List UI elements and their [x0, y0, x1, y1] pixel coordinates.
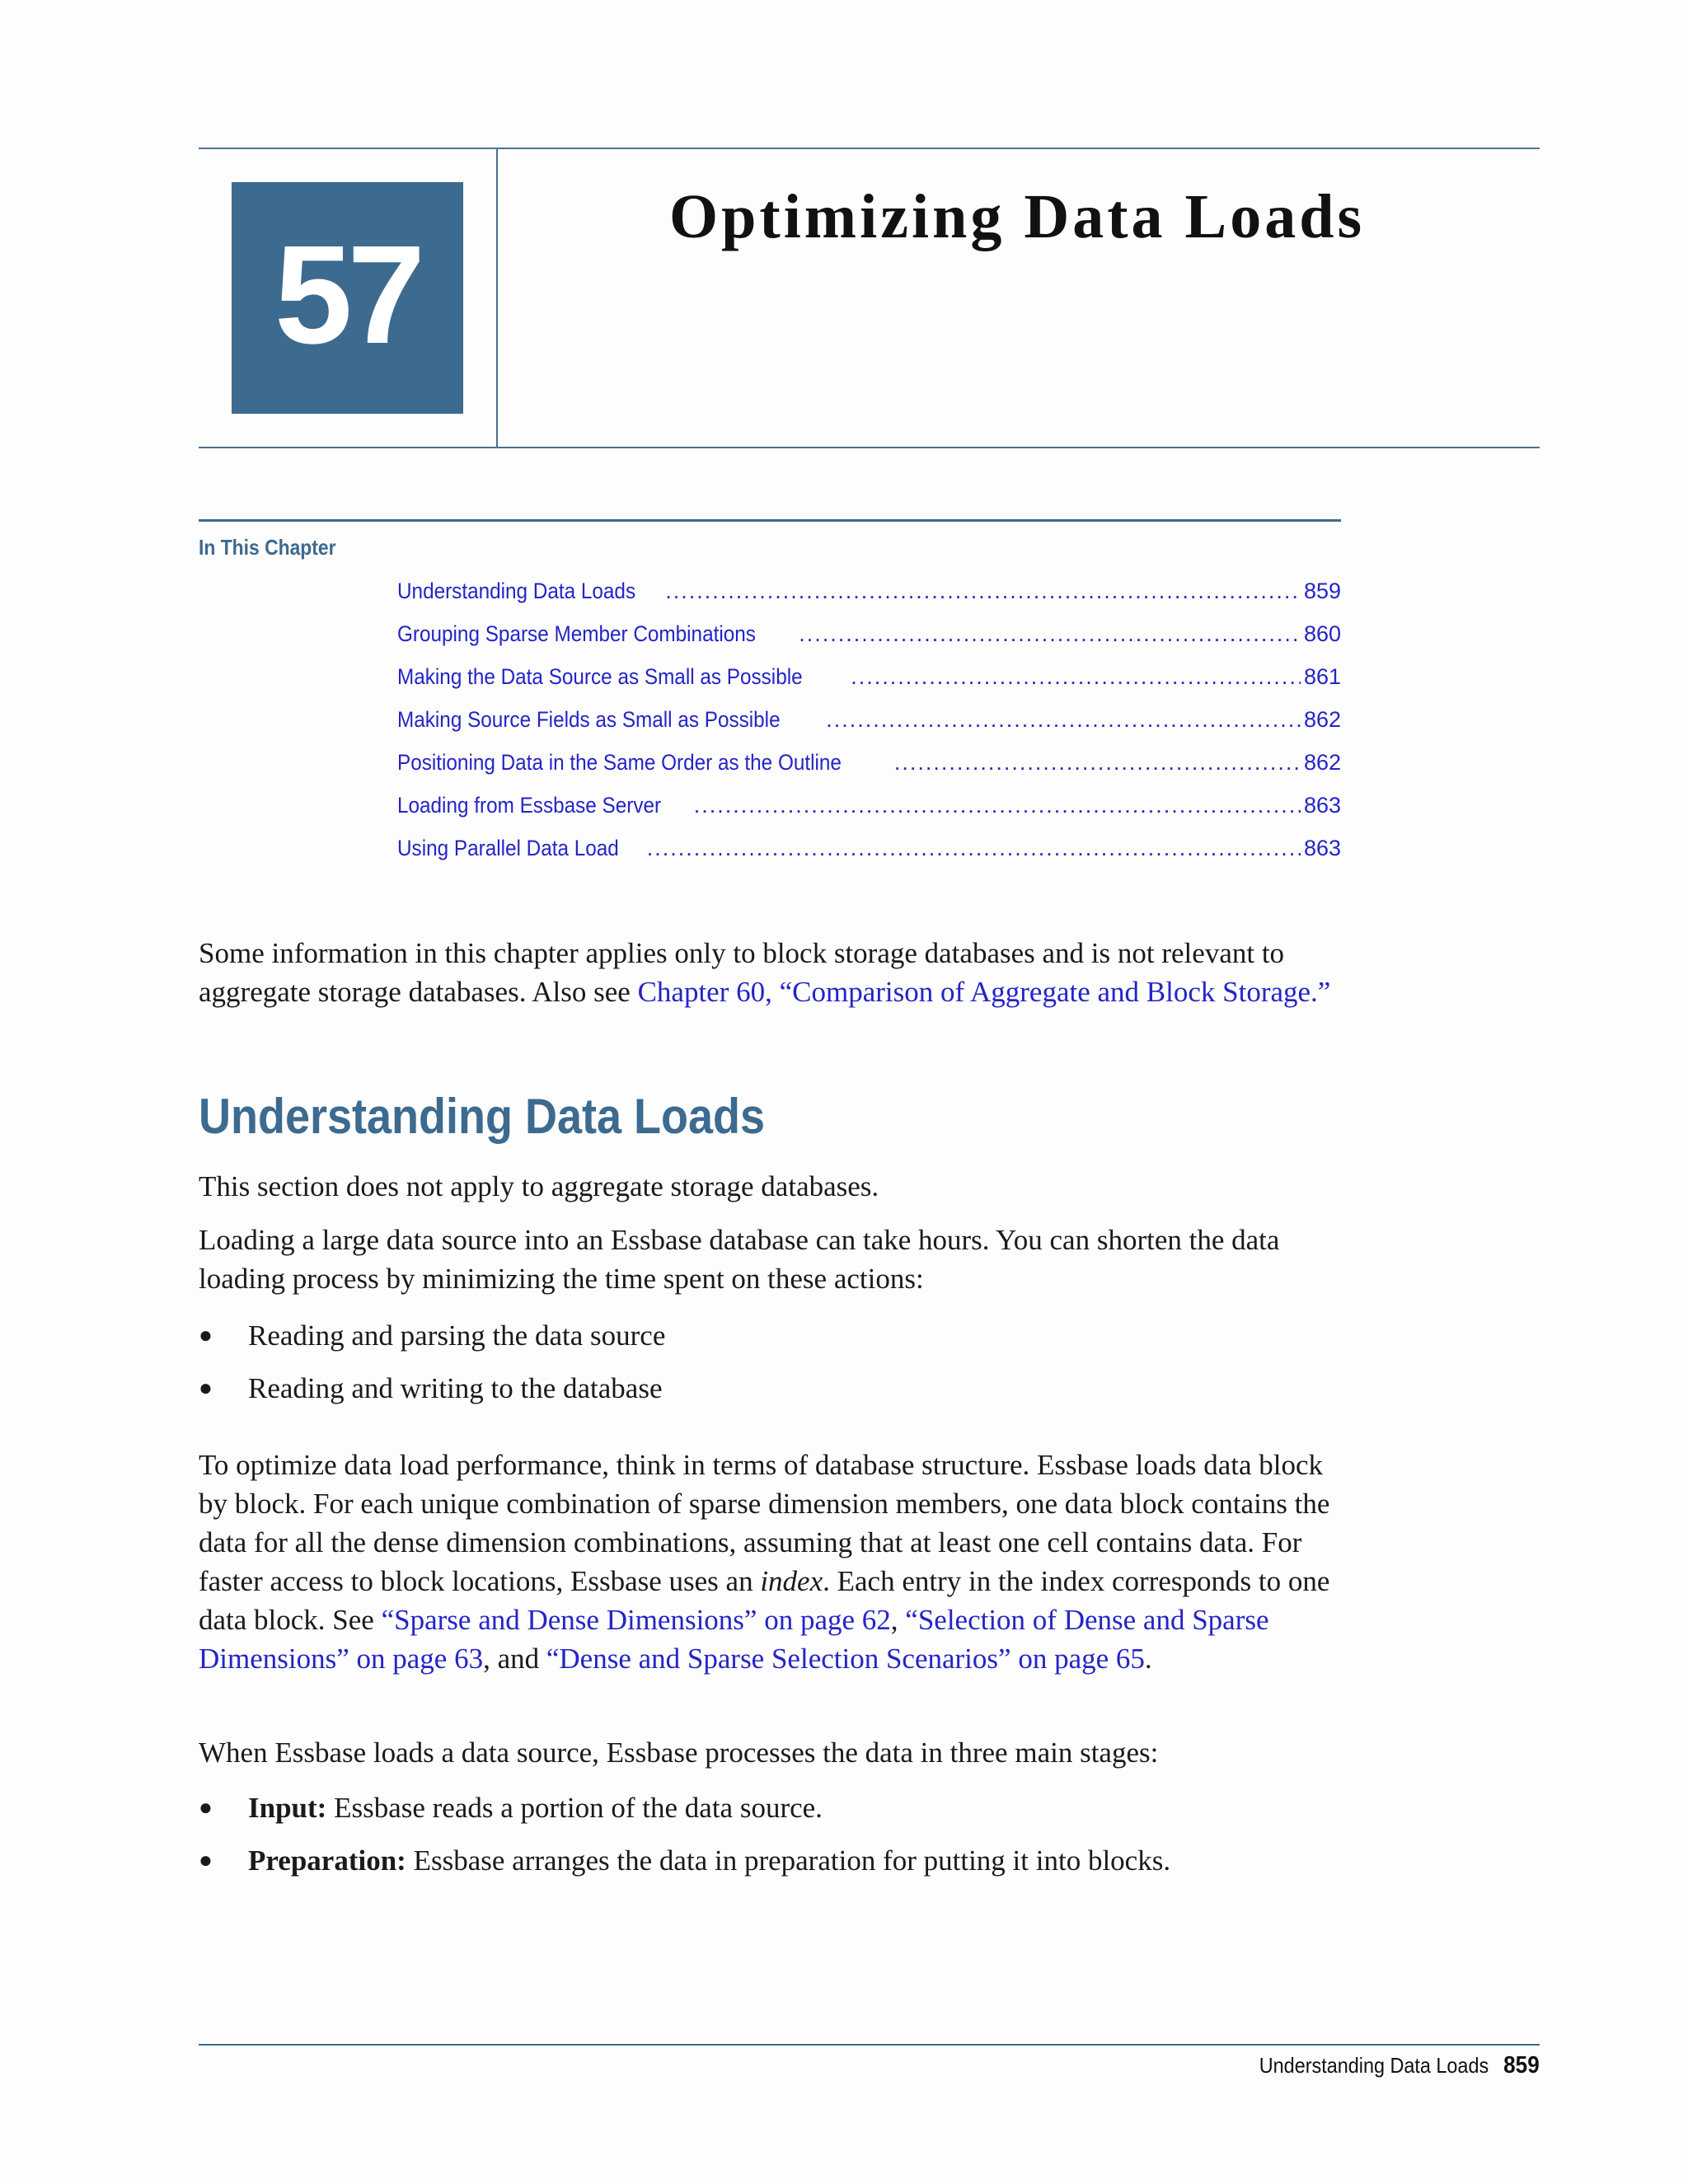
footer-page-number: 859	[1503, 2052, 1540, 2079]
p3-text-a: To optimize data load performance, think in terms of database structure. Essbase loads data block by block. For each unique combination of sparse dimension members, one data block contains the data for all the dense dimension combinations, assuming that at least one cell contains data. For faster access to block locations, Essbase uses an	[199, 1449, 1330, 1597]
section-paragraph-3	[199, 1446, 1348, 1678]
toc-rule	[199, 519, 1341, 522]
toc-leader	[894, 744, 1301, 780]
chapter-number: 57	[274, 216, 421, 373]
bullet-text: Reading and parsing the data source	[248, 1319, 666, 1352]
header-top-rule	[199, 148, 1540, 149]
footer	[1259, 2052, 1540, 2079]
header-divider	[496, 148, 498, 448]
toc-list	[397, 573, 1341, 873]
toc-item[interactable]	[397, 658, 1341, 701]
bullet-description: Essbase reads a portion of the data source.	[326, 1792, 823, 1824]
toc-item-page[interactable]: 862	[1303, 707, 1341, 732]
section-paragraph-2: Loading a large data source into an Essbase database can take hours. You can shorten the data loading process by minimizing the time spent on these actions:	[199, 1224, 1280, 1295]
toc-item-label[interactable]: Making the Data Source as Small as Possible	[397, 664, 803, 689]
bullet-icon: ●	[199, 1376, 213, 1401]
toc-item-label[interactable]: Loading from Essbase Server	[397, 793, 662, 818]
p3-text-b: . Each entry in the index corresponds to one data block. See	[199, 1565, 1330, 1636]
toc-leader	[799, 616, 1301, 652]
toc-item[interactable]	[397, 701, 1341, 744]
toc-leader	[647, 830, 1301, 866]
p3-sep-1: ,	[890, 1604, 906, 1636]
toc-item-page[interactable]: 861	[1303, 664, 1341, 689]
section-heading: Understanding Data Loads	[199, 1089, 766, 1144]
toc-item-label[interactable]: Positioning Data in the Same Order as the Outline	[397, 750, 842, 775]
sparse-dense-link[interactable]: “Sparse and Dense Dimensions” on page 62	[381, 1604, 891, 1636]
bullet-icon: ●	[199, 1795, 213, 1821]
section-paragraph-1: This section does not apply to aggregate storage databases.	[199, 1170, 879, 1202]
chapter-number-box	[232, 182, 463, 414]
section-paragraph-4: When Essbase loads a data source, Essbase processes the data in three main stages:	[199, 1736, 1159, 1769]
chapter-60-link[interactable]: Chapter 60, “Comparison of Aggregate and Block Storage.”	[637, 976, 1331, 1008]
bullet-term: Preparation:	[248, 1844, 406, 1877]
footer-rule	[199, 2044, 1540, 2046]
toc-item[interactable]	[397, 616, 1341, 658]
footer-section: Understanding Data Loads	[1259, 2053, 1489, 2078]
p3-end: .	[1144, 1643, 1152, 1675]
toc-item-page[interactable]: 859	[1303, 579, 1341, 603]
scenarios-link[interactable]: “Dense and Sparse Selection Scenarios” on page 65	[546, 1643, 1145, 1675]
toc-leader	[826, 701, 1301, 738]
intro-paragraph	[199, 934, 1348, 1011]
bullet-text	[248, 1841, 1170, 1880]
toc-heading: In This Chapter	[199, 535, 336, 560]
toc-item[interactable]	[397, 744, 1341, 787]
header-bottom-rule	[199, 447, 1540, 448]
intro-text: Some information in this chapter applies only to block storage databases and is not relevant to aggregate storage databases. Also see	[199, 937, 1285, 1008]
toc-leader	[665, 573, 1301, 609]
bullet-icon: ●	[199, 1848, 213, 1873]
toc-item[interactable]	[397, 573, 1341, 616]
bullet-text: Reading and writing to the database	[248, 1372, 663, 1404]
toc-item-page[interactable]: 863	[1303, 793, 1341, 818]
bullet-icon: ●	[199, 1323, 213, 1348]
toc-item[interactable]	[397, 830, 1341, 873]
bullet-text	[248, 1788, 823, 1827]
toc-item-label[interactable]: Making Source Fields as Small as Possible	[397, 707, 781, 732]
chapter-title: Optimizing Data Loads	[669, 182, 1366, 251]
toc-item-page[interactable]: 860	[1303, 621, 1341, 646]
toc-item-label[interactable]: Understanding Data Loads	[397, 579, 636, 603]
bullet-term: Input:	[248, 1792, 327, 1824]
toc-leader	[694, 787, 1301, 823]
toc-item-label[interactable]: Using Parallel Data Load	[397, 836, 619, 860]
selection-link[interactable]: “Selection of Dense and Sparse Dimensions” on page 63	[199, 1604, 1269, 1675]
toc-item-page[interactable]: 863	[1303, 836, 1341, 860]
bullet-description: Essbase arranges the data in preparation for putting it into blocks.	[406, 1844, 1171, 1877]
toc-leader	[851, 658, 1301, 695]
toc-item-page[interactable]: 862	[1303, 750, 1341, 775]
toc-item[interactable]	[397, 787, 1341, 830]
p3-sep-2: , and	[483, 1643, 546, 1675]
p3-italic: index	[760, 1565, 823, 1597]
toc-item-label[interactable]: Grouping Sparse Member Combinations	[397, 621, 756, 646]
